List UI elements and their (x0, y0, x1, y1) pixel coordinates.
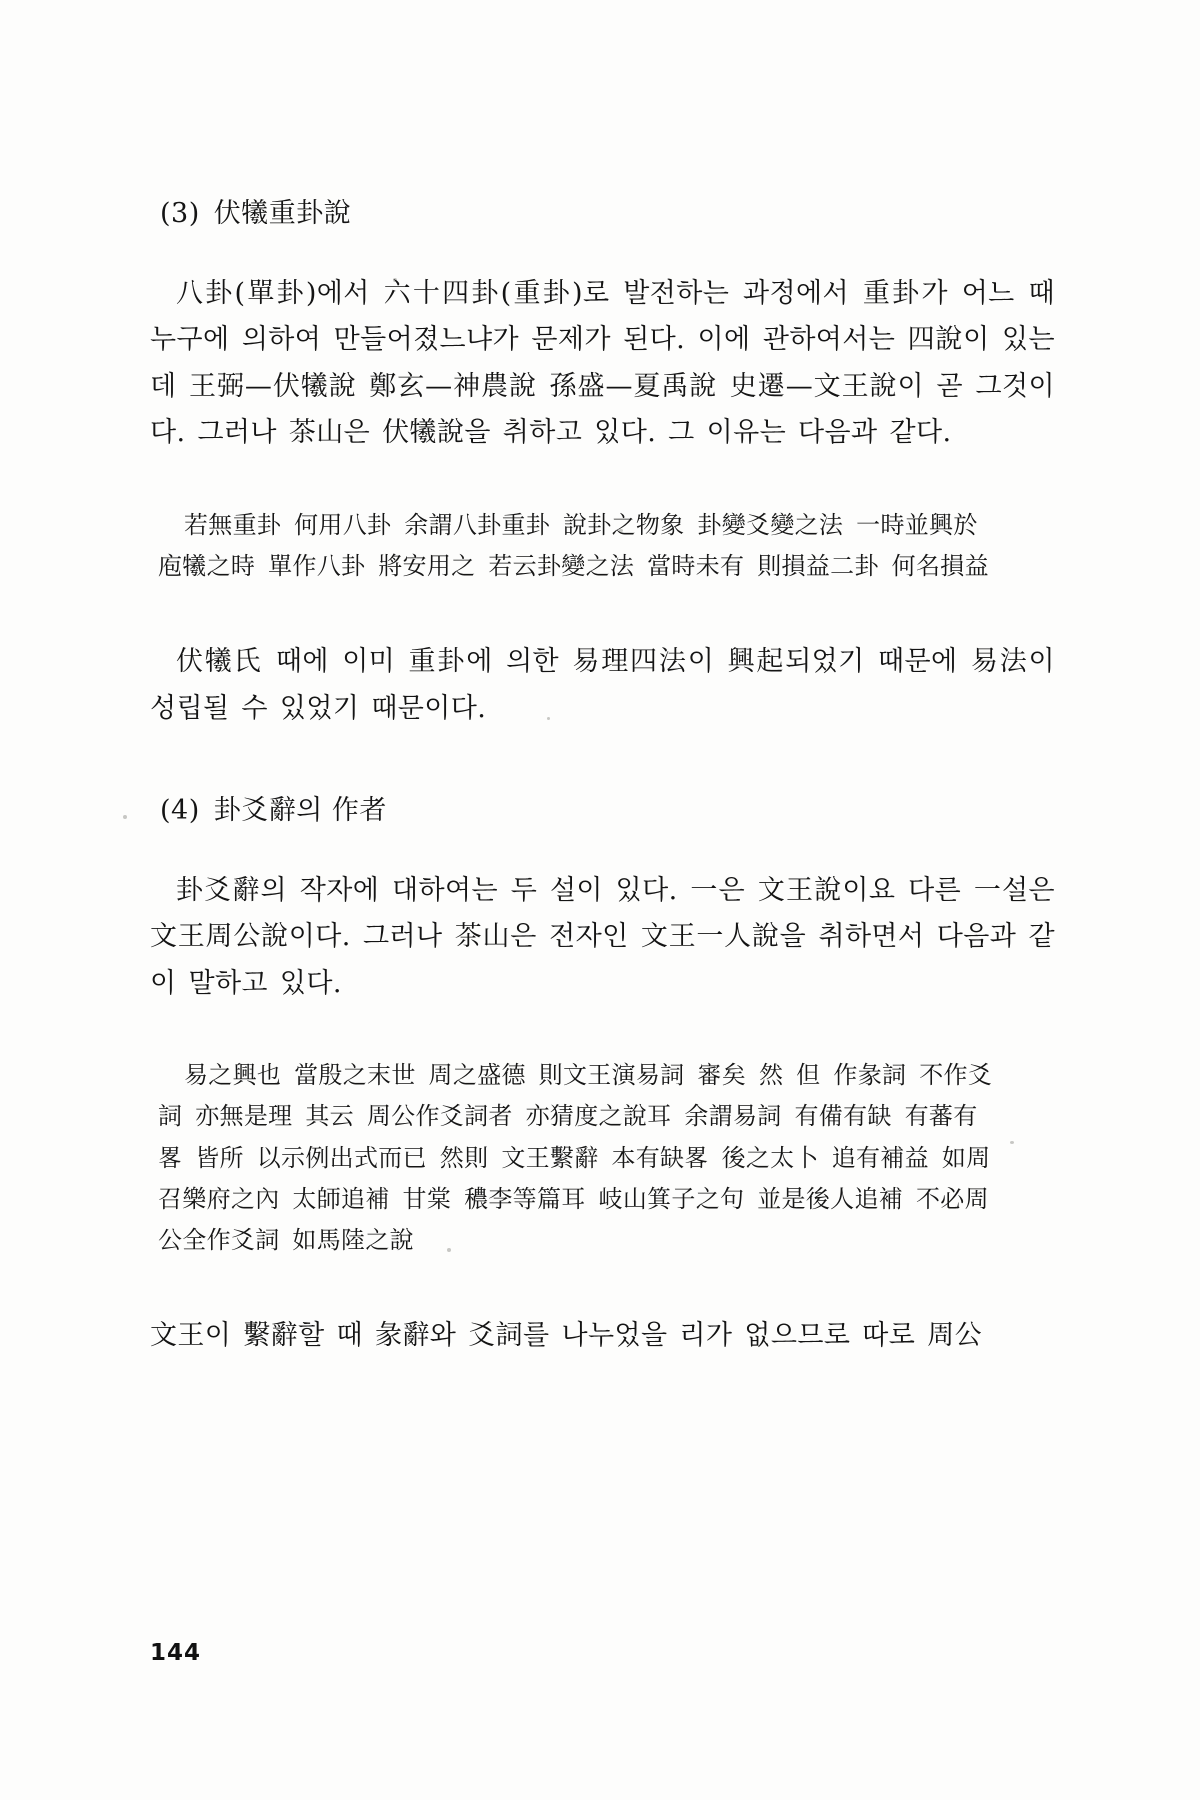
page-content (150, 195, 1055, 1394)
spacer (150, 491, 1055, 505)
page-number: 144 (150, 1640, 202, 1666)
spacer (150, 625, 1055, 639)
section-heading-3 (150, 195, 1055, 233)
quote-line: 庖犧之時 單作八卦 將安用之 若云卦變之法 當時未有 則損益二卦 何名損益 (158, 551, 989, 580)
scan-speck (123, 815, 127, 819)
quote-line: 易之興也 當殷之末世 周之盛德 則文王演易詞 審矣 然 但 作彖詞 不作爻 (184, 1061, 993, 1090)
paragraph-4-2: 文王이 繫辭할 때 彖辭와 爻詞를 나누었을 리가 없으므로 따로 周公 (150, 1320, 983, 1352)
section-title-3: 伏犧重卦說 (213, 198, 352, 229)
quote-block-1 (150, 505, 1055, 588)
section-number-3: (3) (160, 198, 200, 229)
paragraph-3-1: 八卦(單卦)에서 六十四卦(重卦)로 발전하는 과정에서 重卦가 어느 때 누구에 의하여 만들어졌느냐가 문제가 된다. 이에 관하여서는 四說이 있는데 王弼—伏犧說 鄭玄—神農說 孫盛—夏禹說 史遷—文王說이 곧 그것이다. 그러나 茶山은 伏犧說을 취하고 있다. 그 이유는 다음과 같다. (150, 277, 1055, 449)
quote-line: 若無重卦 何用八卦 余謂八卦重卦 說卦之物象 卦變爻變之法 一時並興於 (184, 510, 978, 539)
quote-line: 公全作爻詞 如馬陸之說 (158, 1226, 414, 1255)
paragraph-3-2: 伏犧氏 때에 이미 重卦에 의한 易理四法이 興起되었기 때문에 易法이 성립될 수 있었기 때문이다. (150, 646, 1055, 724)
quote-line: 召樂府之內 太師追補 甘棠 穠李等篇耳 岐山箕子之句 並是後人追補 不必周 (158, 1184, 989, 1213)
quote-line: 詞 亦無是理 其云 周公作爻詞者 亦猜度之說耳 余謂易詞 有備有缺 有蕃有 (158, 1102, 978, 1131)
section-heading-4 (150, 792, 1055, 830)
paragraph-4-1: 卦爻辭의 작자에 대하여는 두 설이 있다. 一은 文王說이요 다른 一설은 文王周公說이다. 그러나 茶山은 전자인 文王一人說을 취하면서 다음과 같이 말하고 있다. (150, 874, 1055, 999)
section-number-4: (4) (160, 794, 200, 826)
quote-line: 畧 皆所 以示例出式而已 然則 文王繫辭 本有缺畧 後之太卜 追有補益 如周 (158, 1143, 991, 1172)
spacer (150, 766, 1055, 792)
section-title-4: 卦爻辭의 作者 (213, 794, 387, 826)
spacer (150, 1041, 1055, 1055)
quote-block-2 (150, 1055, 1055, 1261)
spacer (150, 1299, 1055, 1313)
